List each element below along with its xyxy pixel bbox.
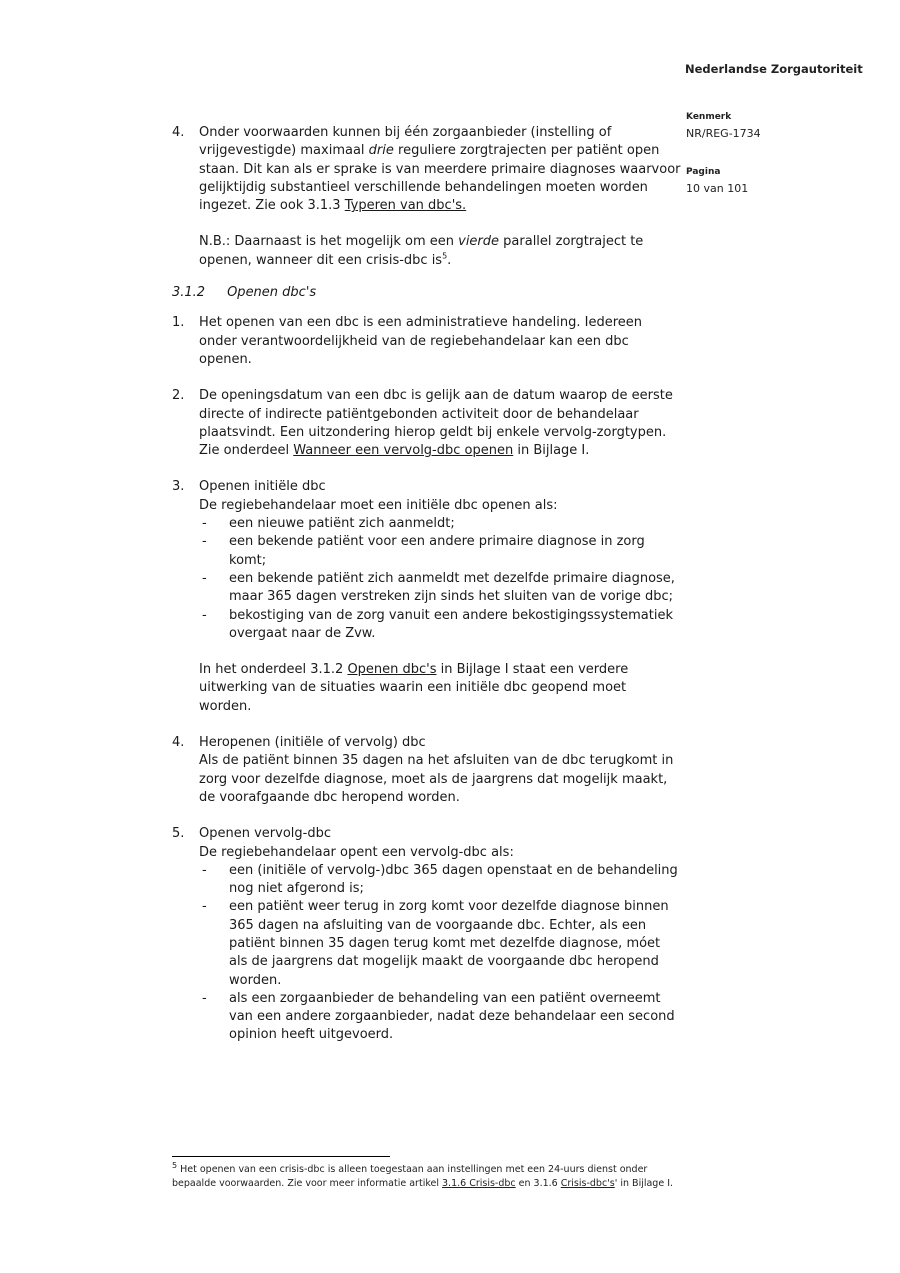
- item-title: Openen initiële dbc: [199, 479, 326, 495]
- kenmerk-value: NR/REG-1734: [686, 127, 761, 140]
- footnote: $^5$ Het openen van een crisis-dbc is alleen toegestaan aan instellingen met een 24-uurs dienst onder bepaalde voorwaarden. Zie voor meer informatie artikel 3.1.6 Crisis-dbc en 3.1.6 Crisis-dbc's' in Bijlage I.: [172, 1160, 674, 1189]
- footnote-divider: [172, 1156, 390, 1157]
- pagina-label: Pagina: [686, 167, 721, 177]
- bullet-item: - als een zorgaanbieder de behandeling van een patiënt overneemt van een andere zorgaanbieder, nadat deze behandelaar een second opinion heeft uitgevoerd.: [202, 990, 675, 1043]
- document-body: [172, 124, 682, 1045]
- nb-note: N.B.: Daarnaast is het mogelijk om een vierde parallel zorgtraject te openen, wanneer dit een crisis-dbc $is^5$.: [199, 234, 644, 268]
- bullet-item: - bekostiging van de zorg vanuit een andere bekostigingssystematiek overgaat naar de Zvw.: [202, 607, 673, 641]
- bullet-item: - een bekende patiënt zich aanmeldt met dezelfde primaire diagnose, maar 365 dagen verstreken zijn sinds het sluiten van de vorige dbc;: [202, 570, 675, 605]
- section-heading: 3.1.2 Openen dbc's: [172, 285, 317, 301]
- kenmerk-label: Kenmerk: [686, 112, 732, 122]
- list-item-2: 2. De openingsdatum van een dbc is gelijk aan de datum waarop de eerste directe of indirecte patiëntgebonden activiteit door de behandelaar plaatsvindt. Een uitzondering hierop geldt bij enkele vervolg-zorgtypen. Zie onderdeel Wanneer een vervolg-dbc openen in Bijlage I.: [172, 388, 673, 459]
- item-number: 4.: [172, 125, 185, 140]
- bullet-item: - een (initiële of vervolg-)dbc 365 dagen openstaat en de behandeling nog niet afgerond is;: [202, 862, 678, 897]
- bullet-item: - een nieuwe patiënt zich aanmeldt;: [202, 516, 455, 532]
- bullet-item: - een bekende patiënt voor een andere primaire diagnose in zorg komt;: [202, 534, 645, 568]
- organization-name: Nederlandse Zorgautoriteit: [685, 62, 863, 76]
- list-item-4-top: [172, 124, 682, 270]
- list-item-1: 1. Het openen van een dbc is een administratieve handeling. Iedereen onder verantwoordelijkheid van de regiebehandelaar kan een dbc openen.: [172, 315, 642, 367]
- item-title: Openen vervolg-dbc: [199, 826, 331, 842]
- list-item-3: 3. Openen initiële dbc De regiebehandelaar moet een initiële dbc openen als: - een nieuwe patiënt zich aanmeldt; - een bekende patiënt voor een andere primaire diagnose in zorg komt; - een bekende patiënt zich aanmeldt met dezelfde primaire diagnose, maar 365 dagen verstreken zijn sinds het sluiten van de vorige dbc; - bekostiging van de zorg vanuit een andere bekostigingssystematiek overgaat naar de Zvw. In het onderdeel 3.1.2 Openen dbc's in Bijlage I staat een verdere uitwerking van de situaties waarin een initiële dbc geopend moet worden.: [172, 478, 682, 716]
- link-crisis-dbcs[interactable]: Crisis-dbc's: [560, 1178, 615, 1189]
- bullet-list: [199, 862, 682, 1045]
- link-crisis-dbc[interactable]: 3.1.6 Crisis-dbc: [442, 1178, 516, 1189]
- item-text: Onder voorwaarden kunnen bij één zorgaanbieder (instelling of vrijgevestigde) maximaal drie reguliere zorgtrajecten per patiënt open staan. Dit kan als er sprake is van meerdere primaire diagnoses waarvoor gelijktijdig substantieel verschillende behandelingen moeten worden ingezet. Zie ook 3.1.3 Typeren van dbc's.: [199, 125, 681, 214]
- link-vervolg-dbc-openen[interactable]: Wanneer een vervolg-dbc openen: [293, 443, 514, 459]
- bullet-item: - een patiënt weer terug in zorg komt voor dezelfde diagnose binnen 365 dagen na afsluiting van de voorgaande dbc. Echter, als een patiënt binnen 35 dagen terug komt met dezelfde diagnose, móet als de jaargrens dat mogelijk maakt de voorgaande dbc heropend worden.: [202, 899, 669, 988]
- list-item-5: 5. Openen vervolg-dbc De regiebehandelaar opent een vervolg-dbc als: - een (initiële of vervolg-)dbc 365 dagen openstaat en de behandeling nog niet afgerond is; - een patiënt weer terug in zorg komt voor dezelfde diagnose binnen 365 dagen na afsluiting van de voorgaande dbc. Echter, als een patiënt binnen 35 dagen terug komt met dezelfde diagnose, móet als de jaargrens dat mogelijk maakt de voorgaande dbc heropend worden. - als een zorgaanbieder de behandeling van een patiënt overneemt van een andere zorgaanbieder, nadat deze behandelaar een second opinion heeft uitgevoerd.: [172, 825, 682, 1045]
- link-typeren-dbcs[interactable]: Typeren van dbc's.: [344, 198, 467, 214]
- list-item-4: 4. Heropenen (initiële of vervolg) dbc Als de patiënt binnen 35 dagen na het afsluiten van de dbc terugkomt in zorg voor dezelfde diagnose, moet als de jaargrens dat mogelijk maakt, de voorafgaande dbc heropend worden.: [172, 734, 682, 807]
- link-openen-dbcs[interactable]: Openen dbc's: [347, 662, 437, 678]
- item-title: Heropenen (initiële of vervolg) dbc: [199, 735, 426, 751]
- pagina-value: 10 van 101: [686, 182, 749, 195]
- bullet-list: [199, 515, 682, 643]
- footnote-ref[interactable]: 5: [442, 251, 448, 261]
